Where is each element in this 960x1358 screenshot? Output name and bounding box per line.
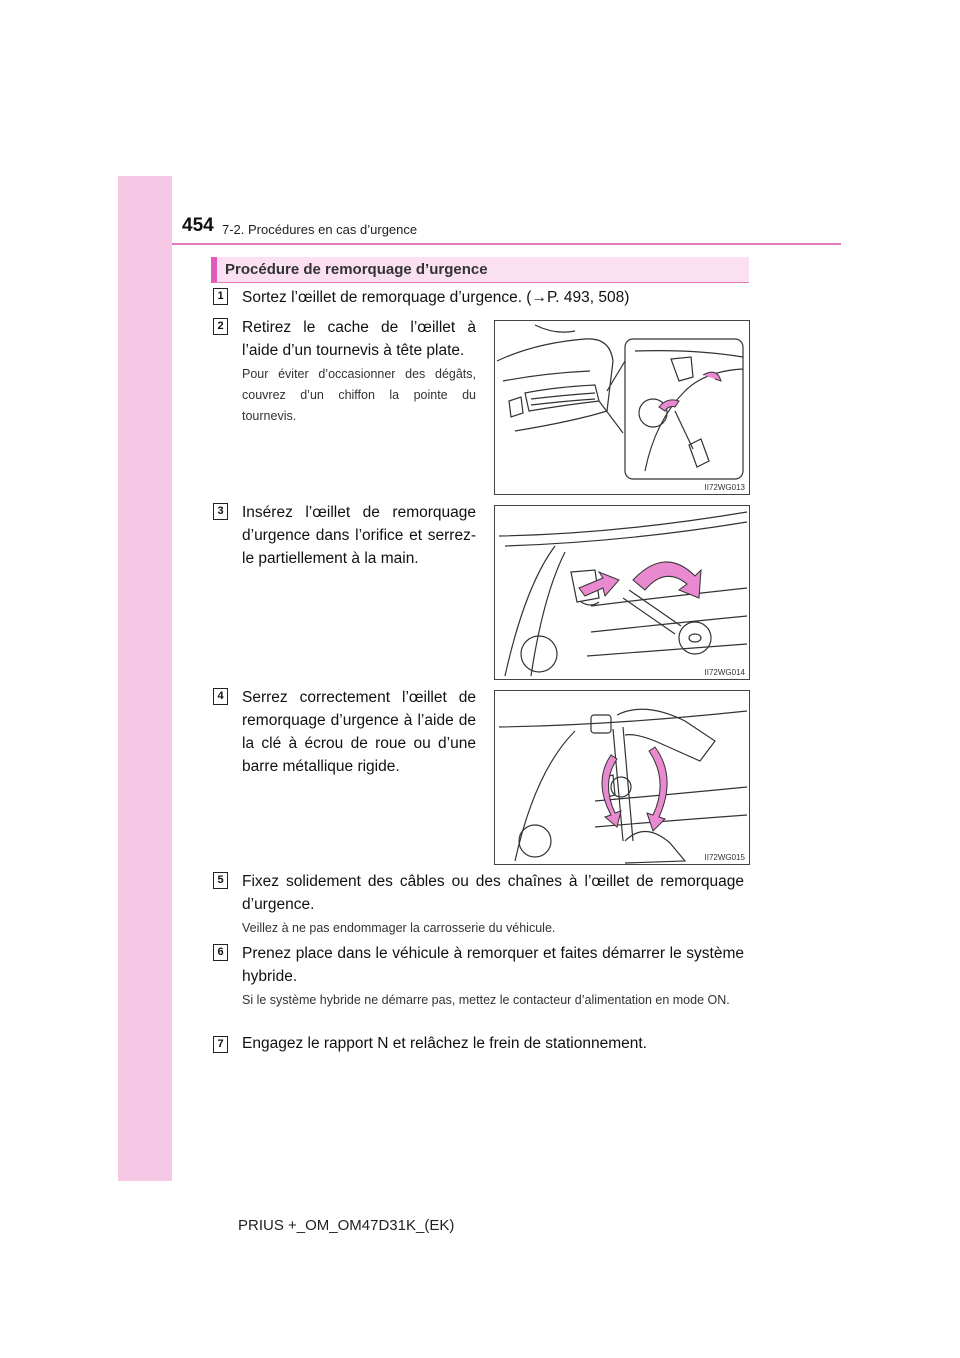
step-number-4: 4	[213, 688, 228, 705]
side-color-band	[118, 176, 172, 1181]
figure-code: II72WG015	[704, 853, 745, 862]
step-text-7: Engagez le rapport N et relâchez le frein de stationnement.	[242, 1035, 647, 1052]
step-text-2: Retirez le cache de l’œillet à l’aide d’un tournevis à tête plate.	[242, 319, 476, 359]
figure-insert-eyelet	[494, 505, 750, 680]
step-text-4: Serrez correctement l’œillet de remorquage d’urgence à l’aide de la clé à écrou de roue ou d’une barre métallique rigide.	[242, 689, 476, 775]
step-number-1: 1	[213, 288, 228, 305]
step-note-5: Veillez à ne pas endommager la carrosserie du véhicule.	[242, 921, 556, 935]
illustration-wrench-tightening	[495, 691, 750, 865]
figure-code: II72WG014	[704, 668, 745, 677]
document-footer-code: PRIUS +_OM_OM47D31K_(EK)	[238, 1217, 455, 1234]
step-number-2: 2	[213, 318, 228, 335]
illustration-screwdriver	[495, 321, 750, 495]
step-note-6: Si le système hybride ne démarre pas, mettez le contacteur d’alimentation en mode ON.	[242, 993, 730, 1007]
step-text-6: Prenez place dans le véhicule à remorquer et faites démarrer le système hybride.	[242, 945, 744, 985]
step-number-5: 5	[213, 872, 228, 889]
step-text-5: Fixez solidement des câbles ou des chaînes à l’œillet de remorquage d’urgence.	[242, 873, 744, 913]
header-rule	[172, 243, 841, 245]
step-number-6: 6	[213, 944, 228, 961]
figure-remove-cover	[494, 320, 750, 495]
section-heading: Procédure de remorquage d’urgence	[211, 257, 749, 283]
figure-code: II72WG013	[704, 483, 745, 492]
step-text-1: Sortez l’œillet de remorquage d’urgence. (→P. 493, 508)	[242, 289, 630, 306]
step-note-2: Pour éviter d’occasionner des dégâts, couvrez d’un chiffon la pointe du tournevis.	[242, 367, 476, 423]
figure-tighten-eyelet	[494, 690, 750, 865]
illustration-tow-eyelet	[495, 506, 750, 680]
page-number: 454	[182, 215, 214, 236]
step-number-3: 3	[213, 503, 228, 520]
step-number-7: 7	[213, 1036, 228, 1053]
step-text-3: Insérez l’œillet de remorquage d’urgence dans l’orifice et serrez-le partiellement à la main.	[242, 504, 476, 567]
section-title: 7-2. Procédures en cas d’urgence	[222, 222, 418, 237]
